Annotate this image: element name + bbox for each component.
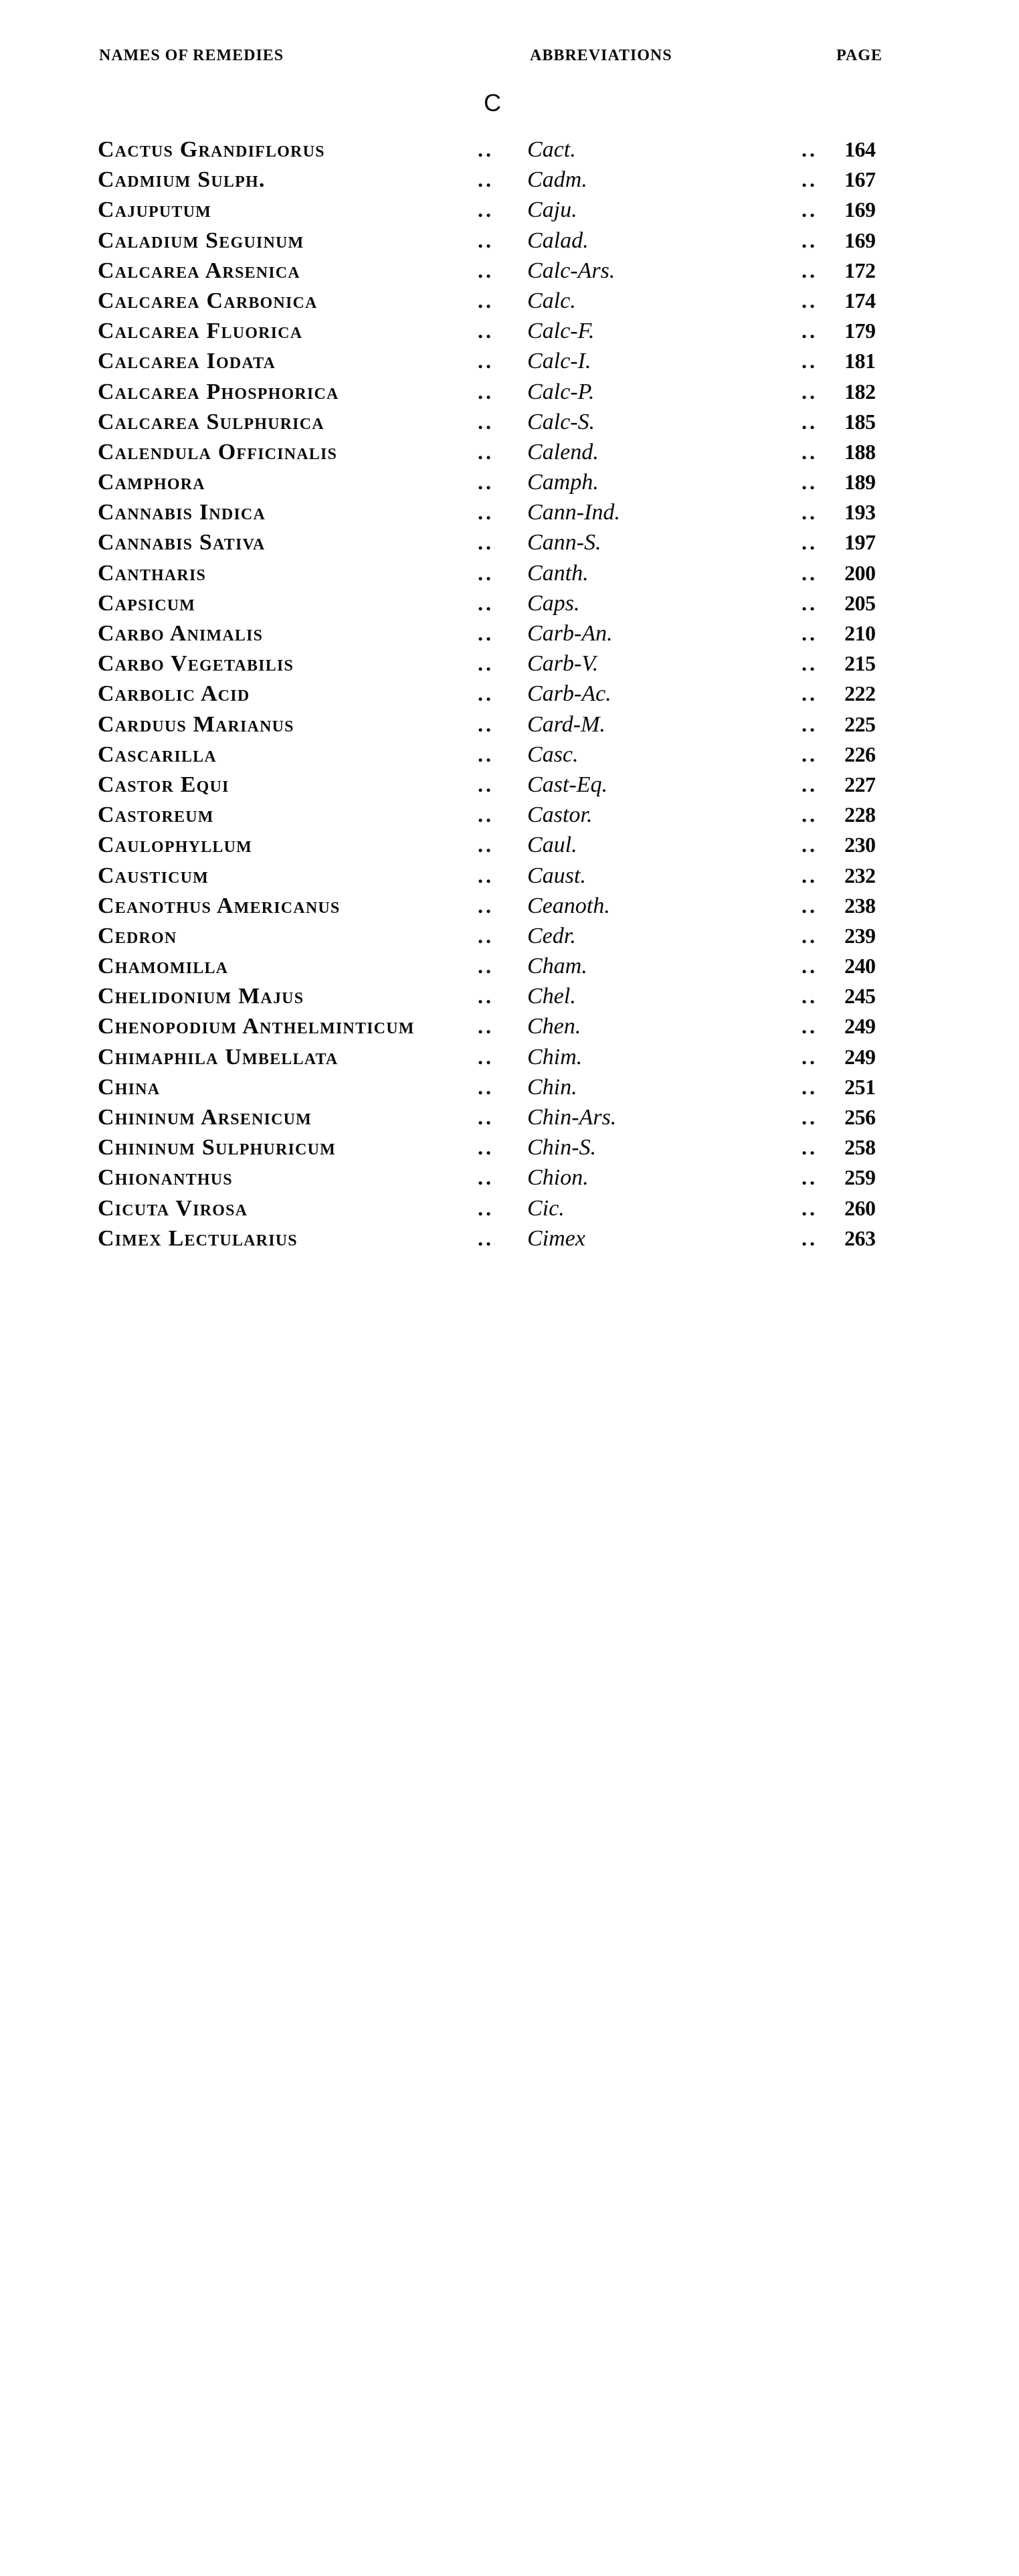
list-item bbox=[0, 1226, 1019, 1256]
leader-dots: .. bbox=[802, 833, 818, 857]
column-header bbox=[0, 47, 1019, 74]
leader-dots: .. bbox=[478, 1135, 494, 1160]
section-letter: C bbox=[484, 89, 501, 116]
page-number: 200 bbox=[844, 560, 876, 585]
remedy-name: Cantharis bbox=[98, 560, 207, 586]
remedy-name: Calcarea Sulphurica bbox=[98, 409, 325, 434]
list-item bbox=[0, 924, 1019, 954]
remedy-name: Cannabis Sativa bbox=[98, 530, 266, 555]
remedy-abbreviation: Caju. bbox=[527, 197, 577, 223]
leader-dots: .. bbox=[802, 1044, 818, 1069]
leader-dots: .. bbox=[478, 470, 494, 495]
remedy-abbreviation: Calad. bbox=[527, 228, 589, 253]
list-item bbox=[0, 228, 1019, 258]
remedy-abbreviation: Caps. bbox=[527, 590, 580, 616]
list-item bbox=[0, 621, 1019, 651]
leader-dots: .. bbox=[478, 772, 494, 796]
list-item bbox=[0, 440, 1019, 470]
page-number: 251 bbox=[844, 1074, 876, 1099]
leader-dots: .. bbox=[478, 802, 494, 827]
remedy-name: Capsicum bbox=[98, 590, 196, 616]
leader-dots: .. bbox=[802, 500, 818, 525]
leader-dots: .. bbox=[802, 863, 818, 887]
remedy-name: Carbolic Acid bbox=[98, 681, 250, 707]
remedy-abbreviation: Ceanoth. bbox=[527, 893, 610, 918]
remedy-abbreviation: Chen. bbox=[527, 1014, 581, 1039]
remedy-abbreviation: Carb-Ac. bbox=[527, 681, 612, 707]
page-number: 240 bbox=[844, 954, 876, 978]
leader-dots: .. bbox=[478, 1044, 494, 1069]
remedy-abbreviation: Cact. bbox=[527, 137, 576, 162]
leader-dots: .. bbox=[478, 833, 494, 857]
remedy-abbreviation: Chin-Ars. bbox=[527, 1105, 617, 1130]
leader-dots: .. bbox=[478, 1014, 494, 1039]
page-number: 169 bbox=[844, 197, 876, 222]
leader-dots: .. bbox=[802, 954, 818, 978]
leader-dots: .. bbox=[802, 1165, 818, 1190]
remedy-name: Cimex Lectularius bbox=[98, 1225, 298, 1251]
leader-dots: .. bbox=[802, 288, 818, 313]
list-item bbox=[0, 802, 1019, 833]
leader-dots: .. bbox=[802, 711, 818, 736]
remedy-name: Calendula Officinalis bbox=[98, 439, 338, 464]
page-number: 259 bbox=[844, 1165, 876, 1190]
list-item bbox=[0, 500, 1019, 530]
page-number: 258 bbox=[844, 1135, 876, 1160]
page-number: 260 bbox=[844, 1195, 876, 1220]
list-item bbox=[0, 1135, 1019, 1165]
header-abbreviations: ABBREVIATIONS bbox=[530, 47, 672, 64]
leader-dots: .. bbox=[802, 772, 818, 796]
page-number: 188 bbox=[844, 439, 876, 464]
remedy-abbreviation: Cimex bbox=[527, 1225, 585, 1251]
page-number: 256 bbox=[844, 1105, 876, 1129]
leader-dots: .. bbox=[802, 197, 818, 222]
header-page: PAGE bbox=[836, 47, 883, 64]
page-number: 210 bbox=[844, 621, 876, 645]
list-item bbox=[0, 833, 1019, 863]
leader-dots: .. bbox=[478, 439, 494, 464]
page-number: 205 bbox=[844, 590, 876, 615]
list-item bbox=[0, 712, 1019, 742]
page-number: 193 bbox=[844, 500, 876, 525]
remedy-abbreviation: Cham. bbox=[527, 954, 587, 979]
page-number: 263 bbox=[844, 1225, 876, 1250]
remedy-name: Chamomilla bbox=[98, 954, 229, 979]
page-number: 197 bbox=[844, 530, 876, 555]
header-names-of-remedies: NAMES OF REMEDIES bbox=[99, 47, 284, 64]
leader-dots: .. bbox=[802, 258, 818, 282]
remedy-name: Cannabis Indica bbox=[98, 500, 266, 525]
list-item bbox=[0, 772, 1019, 802]
leader-dots: .. bbox=[478, 984, 494, 1009]
leader-dots: .. bbox=[802, 349, 818, 373]
leader-dots: .. bbox=[478, 197, 494, 222]
remedy-name: Chenopodium Anthelminticum bbox=[98, 1014, 415, 1039]
leader-dots: .. bbox=[802, 530, 818, 555]
remedy-name: Chelidonium Majus bbox=[98, 984, 304, 1009]
list-item bbox=[0, 591, 1019, 621]
leader-dots: .. bbox=[802, 651, 818, 676]
remedy-name: Chionanthus bbox=[98, 1165, 233, 1191]
remedy-abbreviation: Calend. bbox=[527, 439, 599, 464]
page-number: 164 bbox=[844, 137, 876, 161]
leader-dots: .. bbox=[802, 439, 818, 464]
remedy-abbreviation: Calc. bbox=[527, 288, 576, 313]
leader-dots: .. bbox=[478, 288, 494, 313]
list-item bbox=[0, 410, 1019, 440]
remedy-name: Calcarea Arsenica bbox=[98, 258, 300, 283]
remedy-name: Cicuta Virosa bbox=[98, 1195, 248, 1221]
list-item bbox=[0, 984, 1019, 1014]
leader-dots: .. bbox=[802, 409, 818, 434]
remedy-name: Cadmium Sulph. bbox=[98, 167, 266, 193]
list-item bbox=[0, 1105, 1019, 1135]
list-item bbox=[0, 561, 1019, 591]
leader-dots: .. bbox=[802, 1225, 818, 1250]
page-number: 228 bbox=[844, 802, 876, 827]
list-item bbox=[0, 893, 1019, 924]
remedy-abbreviation: Chion. bbox=[527, 1165, 589, 1191]
page-number: 239 bbox=[844, 923, 876, 948]
remedy-name: Castoreum bbox=[98, 802, 214, 828]
leader-dots: .. bbox=[802, 1135, 818, 1160]
list-item bbox=[0, 288, 1019, 319]
list-item bbox=[0, 319, 1019, 349]
remedy-abbreviation: Cic. bbox=[527, 1195, 565, 1221]
leader-dots: .. bbox=[802, 621, 818, 645]
remedy-abbreviation: Cann-S. bbox=[527, 530, 601, 555]
page-number: 249 bbox=[844, 1014, 876, 1039]
leader-dots: .. bbox=[478, 500, 494, 525]
leader-dots: .. bbox=[478, 651, 494, 676]
leader-dots: .. bbox=[802, 590, 818, 615]
remedy-name: Carbo Vegetabilis bbox=[98, 651, 294, 677]
leader-dots: .. bbox=[478, 530, 494, 555]
list-item bbox=[0, 1014, 1019, 1044]
leader-dots: .. bbox=[478, 1165, 494, 1190]
remedy-abbreviation: Carb-V. bbox=[527, 651, 599, 677]
remedy-abbreviation: Casc. bbox=[527, 742, 579, 767]
list-item bbox=[0, 1075, 1019, 1105]
page-number: 245 bbox=[844, 984, 876, 1009]
remedy-abbreviation: Calc-F. bbox=[527, 319, 595, 344]
remedy-name: Calcarea Fluorica bbox=[98, 319, 303, 344]
remedy-abbreviation: Caul. bbox=[527, 833, 577, 858]
list-item bbox=[0, 197, 1019, 228]
remedy-abbreviation: Cadm. bbox=[527, 167, 587, 193]
remedy-list bbox=[0, 137, 1019, 1256]
remedy-abbreviation: Canth. bbox=[527, 560, 589, 586]
leader-dots: .. bbox=[802, 167, 818, 192]
leader-dots: .. bbox=[478, 319, 494, 343]
leader-dots: .. bbox=[802, 1195, 818, 1220]
list-item bbox=[0, 470, 1019, 500]
page-number: 182 bbox=[844, 379, 876, 404]
remedy-abbreviation: Chin. bbox=[527, 1074, 577, 1100]
leader-dots: .. bbox=[802, 228, 818, 252]
remedy-abbreviation: Calc-Ars. bbox=[527, 258, 616, 283]
page-number: 181 bbox=[844, 349, 876, 373]
leader-dots: .. bbox=[478, 379, 494, 404]
list-item bbox=[0, 530, 1019, 560]
page-number: 185 bbox=[844, 409, 876, 434]
leader-dots: .. bbox=[478, 1195, 494, 1220]
leader-dots: .. bbox=[478, 137, 494, 161]
remedy-name: China bbox=[98, 1074, 161, 1100]
list-item bbox=[0, 1196, 1019, 1226]
leader-dots: .. bbox=[478, 1074, 494, 1099]
remedy-abbreviation: Chel. bbox=[527, 984, 576, 1009]
leader-dots: .. bbox=[802, 470, 818, 495]
list-item bbox=[0, 742, 1019, 772]
leader-dots: .. bbox=[478, 560, 494, 585]
remedy-name: Caladium Seguinum bbox=[98, 228, 304, 253]
remedy-name: Carduus Marianus bbox=[98, 711, 294, 737]
remedy-name: Calcarea Iodata bbox=[98, 349, 276, 374]
leader-dots: .. bbox=[802, 923, 818, 948]
remedy-abbreviation: Cann-Ind. bbox=[527, 500, 620, 525]
list-item bbox=[0, 651, 1019, 681]
leader-dots: .. bbox=[802, 681, 818, 706]
leader-dots: .. bbox=[478, 409, 494, 434]
page-number: 169 bbox=[844, 228, 876, 252]
remedy-abbreviation: Carb-An. bbox=[527, 621, 613, 646]
leader-dots: .. bbox=[802, 560, 818, 585]
page-number: 189 bbox=[844, 470, 876, 495]
leader-dots: .. bbox=[478, 621, 494, 645]
page-number: 179 bbox=[844, 319, 876, 343]
remedy-abbreviation: Chin-S. bbox=[527, 1135, 596, 1161]
remedy-name: Chimaphila Umbellata bbox=[98, 1044, 339, 1069]
leader-dots: .. bbox=[802, 1014, 818, 1039]
remedy-name: Castor Equi bbox=[98, 772, 229, 797]
leader-dots: .. bbox=[802, 379, 818, 404]
page-number: 227 bbox=[844, 772, 876, 796]
remedy-abbreviation: Calc-S. bbox=[527, 409, 595, 434]
remedy-abbreviation: Card-M. bbox=[527, 711, 606, 737]
page-number: 215 bbox=[844, 651, 876, 676]
remedy-name: Carbo Animalis bbox=[98, 621, 264, 646]
leader-dots: .. bbox=[802, 742, 818, 766]
list-item bbox=[0, 379, 1019, 410]
leader-dots: .. bbox=[478, 258, 494, 282]
list-item bbox=[0, 1045, 1019, 1075]
remedy-name: Cascarilla bbox=[98, 742, 217, 767]
remedy-name: Calcarea Phosphorica bbox=[98, 379, 339, 404]
leader-dots: .. bbox=[802, 1105, 818, 1129]
remedy-name: Chininum Sulphuricum bbox=[98, 1135, 336, 1161]
remedy-name: Cajuputum bbox=[98, 197, 212, 223]
leader-dots: .. bbox=[478, 954, 494, 978]
remedy-name: Causticum bbox=[98, 863, 209, 888]
remedy-abbreviation: Camph. bbox=[527, 470, 599, 495]
page-number: 230 bbox=[844, 833, 876, 857]
remedy-name: Ceanothus Americanus bbox=[98, 893, 341, 918]
page-number: 222 bbox=[844, 681, 876, 706]
remedy-abbreviation: Caust. bbox=[527, 863, 586, 888]
leader-dots: .. bbox=[478, 923, 494, 948]
leader-dots: .. bbox=[478, 1105, 494, 1129]
list-item bbox=[0, 137, 1019, 167]
leader-dots: .. bbox=[802, 137, 818, 161]
remedy-name: Camphora bbox=[98, 470, 205, 495]
list-item bbox=[0, 349, 1019, 379]
leader-dots: .. bbox=[478, 590, 494, 615]
list-item bbox=[0, 681, 1019, 711]
leader-dots: .. bbox=[802, 319, 818, 343]
remedy-abbreviation: Cedr. bbox=[527, 923, 576, 948]
page-number: 174 bbox=[844, 288, 876, 313]
leader-dots: .. bbox=[802, 802, 818, 827]
leader-dots: .. bbox=[478, 1225, 494, 1250]
page-number: 167 bbox=[844, 167, 876, 192]
remedy-name: Calcarea Carbonica bbox=[98, 288, 318, 313]
page-number: 225 bbox=[844, 711, 876, 736]
remedy-name: Chininum Arsenicum bbox=[98, 1105, 312, 1130]
list-item bbox=[0, 258, 1019, 288]
leader-dots: .. bbox=[478, 681, 494, 706]
leader-dots: .. bbox=[802, 1074, 818, 1099]
remedy-abbreviation: Castor. bbox=[527, 802, 593, 828]
list-item bbox=[0, 863, 1019, 893]
leader-dots: .. bbox=[802, 984, 818, 1009]
page-number: 226 bbox=[844, 742, 876, 766]
remedy-name: Caulophyllum bbox=[98, 833, 252, 858]
list-item bbox=[0, 167, 1019, 197]
leader-dots: .. bbox=[478, 893, 494, 918]
page-number: 249 bbox=[844, 1044, 876, 1069]
leader-dots: .. bbox=[478, 349, 494, 373]
leader-dots: .. bbox=[802, 893, 818, 918]
remedy-abbreviation: Calc-I. bbox=[527, 349, 591, 374]
list-item bbox=[0, 954, 1019, 984]
leader-dots: .. bbox=[478, 863, 494, 887]
remedy-abbreviation: Chim. bbox=[527, 1044, 583, 1069]
remedy-name: Cedron bbox=[98, 923, 177, 948]
leader-dots: .. bbox=[478, 167, 494, 192]
page-number: 238 bbox=[844, 893, 876, 918]
leader-dots: .. bbox=[478, 742, 494, 766]
list-item bbox=[0, 1165, 1019, 1195]
leader-dots: .. bbox=[478, 711, 494, 736]
remedy-name: Cactus Grandiflorus bbox=[98, 137, 325, 162]
remedy-abbreviation: Cast-Eq. bbox=[527, 772, 608, 797]
remedy-abbreviation: Calc-P. bbox=[527, 379, 595, 404]
page-number: 232 bbox=[844, 863, 876, 887]
leader-dots: .. bbox=[478, 228, 494, 252]
page-number: 172 bbox=[844, 258, 876, 282]
